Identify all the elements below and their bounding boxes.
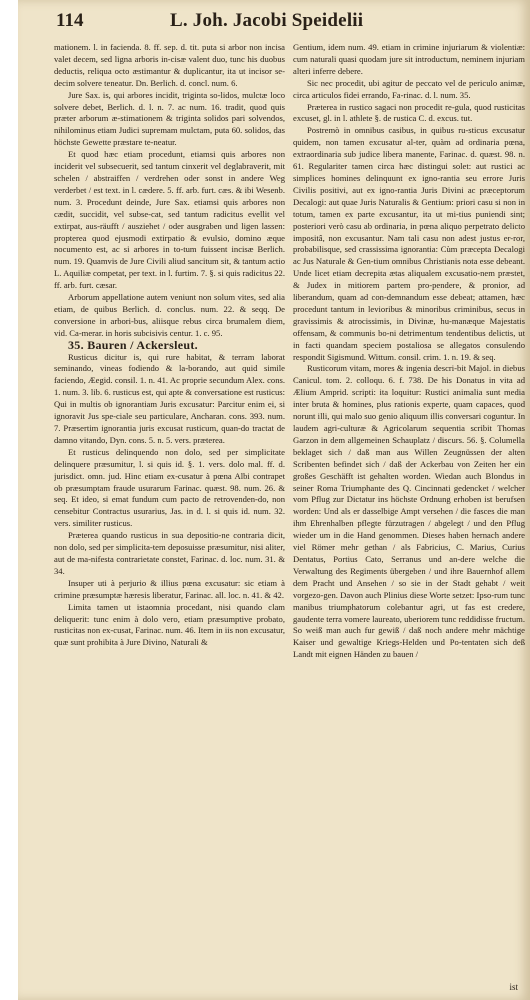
paragraph: mationem. l. in facienda. 8. ff. sep. d. tit. puta si arbor non incisa valet decem, sed ligna arboris in-cisæ valent duo, tunc his duobus deductis, reliqua octo æstimantur & duplicantur, ita ut incisor se-decim solvere teneatur. Dn. Berlich. d. concl. num. 6. [54,42,285,88]
section-heading: 35. Bauren / Ackersleut. [68,337,198,352]
paragraph: Rusticus dicitur is, qui rure habitat, & terram laborat seminando, vineas fodiendo & la-borando, aut quid simile faciendo, Æegid. consil. 1. n. 41. Ac proprie secundum Alex. cons. 1. num. 3. lib. 6. rusticus est, qui apte & conversatione est rusticus: Qui in multis ob ignorantiam Juris excusatur: Parcitur enim ei, si ignoravit Jus spe-ciale seu particulare, Ancharan. cons. 393. num. 7. Præsertim ignorantia juris excusat rusticum, quan-do tractat de damno vitando, Dyn. cons. 5. n. 5. vers. præterea. [54,351,285,445]
page-margin [0,0,18,1000]
paragraph: Gentium, idem num. 49. etiam in crimine injuriarum & violentiæ: cum naturali quasi quodam jure sit introductum, neminem injuriam alteri inferre debere. [293,42,525,76]
right-column [293,42,525,990]
paragraph: Rusticorum vitam, mores & ingenia descri-bit Majol. in diebus Canicul. tom. 2. colloqu. 6. f. 738. De his Donatus in vita ad Ælium Amprid. scripti: ita loquitur: Rustici animalia sunt media inter bruta & homines, plus rationis experte, quam capaces, quod norunt illi, qui malo suo genio aliquum illis conversari coguntur. In laudem agri-culturæ & Agricolarum sequentia scribit Thomas Garzon in dem allgemeinen Schauplatz / discurs. 56. §. Columella beklaget sich / daß man aus Willen Zeugnüssen der alten Scribenten befindet sich / daß der Ackerbau von Zeiten her ein großes Geschäfft ist gehalten worden. Wiedan auch Blondus in seiner Roma Triumphante des Q. Cincinnati gedencket / welcher vom Pflug zur Dictatur ins höchste Ordnung erhoben ist berufsen worden: Und als er dasselbige Ampt versehen / die fasces die man ihm Ehrenhalben pflegte fürzutragen / abgelegt / und den Pflug wieder um in die Hand genommen. Dieses haben hernach andere viel Römer mehr gethan / als Fabricius, C. Marius, Curius Dentatus, Portius Cato, Serranus und an-dere welche die Verwaltung des Regiments übergeben / und ihre Bauernhof allem dem Pracht und Ansehen / so sie in der Stadt gehabt / weit vorgezo-gen. Davon auch Plinius diese Worte setzet: Ipso-rum tunc manibus triumphatorum colebantur agri, ut fas est credere, gaudente terra vomere laureato, uberiorem tunc reddidisse fructum. So weiß man auch fur gewiß / daß noch andere mehr mächtige Kaiser und gewaltige Kriegs-Helden und Po-tentaten sich deß Landt mit eignen Händen zu bauen / [293,363,525,660]
catchword: ist [509,982,518,992]
paragraph: Et quod hæc etiam procedunt, etiamsi quis arbores non inciderit vel subsecuerit, sed tantum cinxerit vel deglabraverit, mit schelen / abstraiffen / verdrehen oder sonst in andere Weg verderbet / est text. in l. cædere. 5. ff. arb. furt. cæs. & ibi Wesenb. num. 3. Procedunt deinde, Jure Sax. etiamsi quis arbores non cædit, succidit, vel subse-cat, sed tantum radicitus evellit vel extirpat, aus-räufft / ausziehet / oder ausgraben und ligen lassen: propterea quod ejusmodi extirpatio & evulsio, domino æque nocumento est, ac si arbores in to-tum fuissent incisæ Berlich. num. 19. Quamvis de Jure Civili aliud sancitum sit, & tantum actio L. Aquiliæ competat, per text. in l. furtim. 7. §. si quis radicitus 22. ff. arb. furt. cæsar. [54,149,285,291]
paragraph: Jure Sax. is, qui arbores incidit, triginta so-lidos, mulctæ loco solvere debet, Berlich. d. l. n. 7. ac num. 16. tradit, quod quis præter arborum æ-stimationem & triginta solidos pari solvendos, nihilominus etiam Judici supremam mulctam, puta 60. solidos, das höchste Gewette præstare te-neatur. [54,89,285,148]
book-page [18,0,530,1000]
running-head: L. Joh. Jacobi Speidelii [170,10,364,31]
left-column [54,42,285,990]
paragraph: Præterea in rustico sagaci non procedit re-gula, quod rusticitas excuset, gl. in l. athlete §. de rustica C. d. excus. tut. [293,101,525,124]
paragraph: Et rusticus delinquendo non dolo, sed per simplicitate delinquere præsumitur, l. si quis id. §. 1. vers. dolo mal. ff. d. jurisdict. omn. jud. Hinc etiam ex-cusatur à pœna Albi contrapet ob præsumptam fraude usurarum Farinac. quæst. 98. num. 26. & seq. Et ideo, si emat fundum cum pacto de retrovenden-do, non censebitur Contractus usurarius, Jas. in d. l. si quis id. num. 32. vers. similiter rusticus. [54,446,285,529]
page-header [56,10,522,40]
paragraph: Postremò in omnibus casibus, in quibus ru-sticus excusatur quidem, non tamen excusatur al-ter, quàm ad ordinaria pœna, extraordinaria sub judice libera manente, Farinac. d. quæst. 98. n. 61. Regulariter tamen circa hæc distingui solet: aut rustici ac simplices homines delinquunt ex igno-rantia seu errore Juris Civilis positivi, aut ex igno-rantia Juris Divini ac præceptorum Decalogi: aut quae Juris Naturalis & Gentium: priori casu si non in totum, tamen ex parte excusantur, ita ut mi-tius puniendi sint; posteriori verò casu ab ordinaria, in pœna aliquo perpetrato delicto impositâ, non excusantur. Nam tali casu non adest justus er-ror, probabilisque, sed crassissima ignorantia: Cùm præcepta Decalogi ac Jus Naturale & Gen-tium omnibus Christianis nota esse debeant. Unde licet etiam decrepita ætas aliqualem excusatio-nem præstet, & Judex in mitiorem partem pro-pendere, & pronior, ad liberandum, quam ad con-demnandum esse debeat; attamen, hæc procedunt tantum in levioribus & minoribus criminibus, secus in gravissimis & atrocissimis, in Divinæ, hu-manæque Majestatis offensam, & communis bo-ni detrimentum tendentibus delictis, ut in facti quandam speciem postaliosa se allegatos consulendo respondit Sigismund. Wittum. consil. crim. 1. n. 19. & seq. [293,125,525,362]
paragraph: Sic nec procedit, ubi agitur de peccato vel de periculo animæ, circa articulos fidei errando, Fa-rinac. d. l. num. 35. [293,77,525,100]
paragraph: Præterea quando rusticus in sua depositio-ne contraria dicit, non dolo, sed per simplicita-tem deposuisse præsumitur, nisi aliter, aut de ma-nifesta contrarietate constet, Farinac. d. loc. num. 31. & 34. [54,530,285,576]
paragraph: Arborum appellatione autem veniunt non solum vites, sed alia etiam, de quibus Berlich. d. conclus. num. 22. & seqq. De conversione in arbori-bus, aliisque rebus circa brumalem diem, vid. Ca-merar. in horis subcisivis centur. 1. c. 95. [54,292,285,338]
page-number: 114 [56,10,84,31]
paragraph: Limita tamen ut istaomnia procedant, nisi quando clam deliquerit: tunc enim à dolo vero, etiam præsumptive probato, rusticitas non ex-cusat, Farinac. num. 46. Item in iis non excusatur, quæ sunt prohibita à Jure Divino, Naturali & [54,601,285,648]
paragraph: Insuper uti à perjurio & illius pœna excusatur: sic etiam à crimine præsumptæ hæresis liberatur, Farinac. all. loc. n. 41. & 42. [54,577,285,600]
